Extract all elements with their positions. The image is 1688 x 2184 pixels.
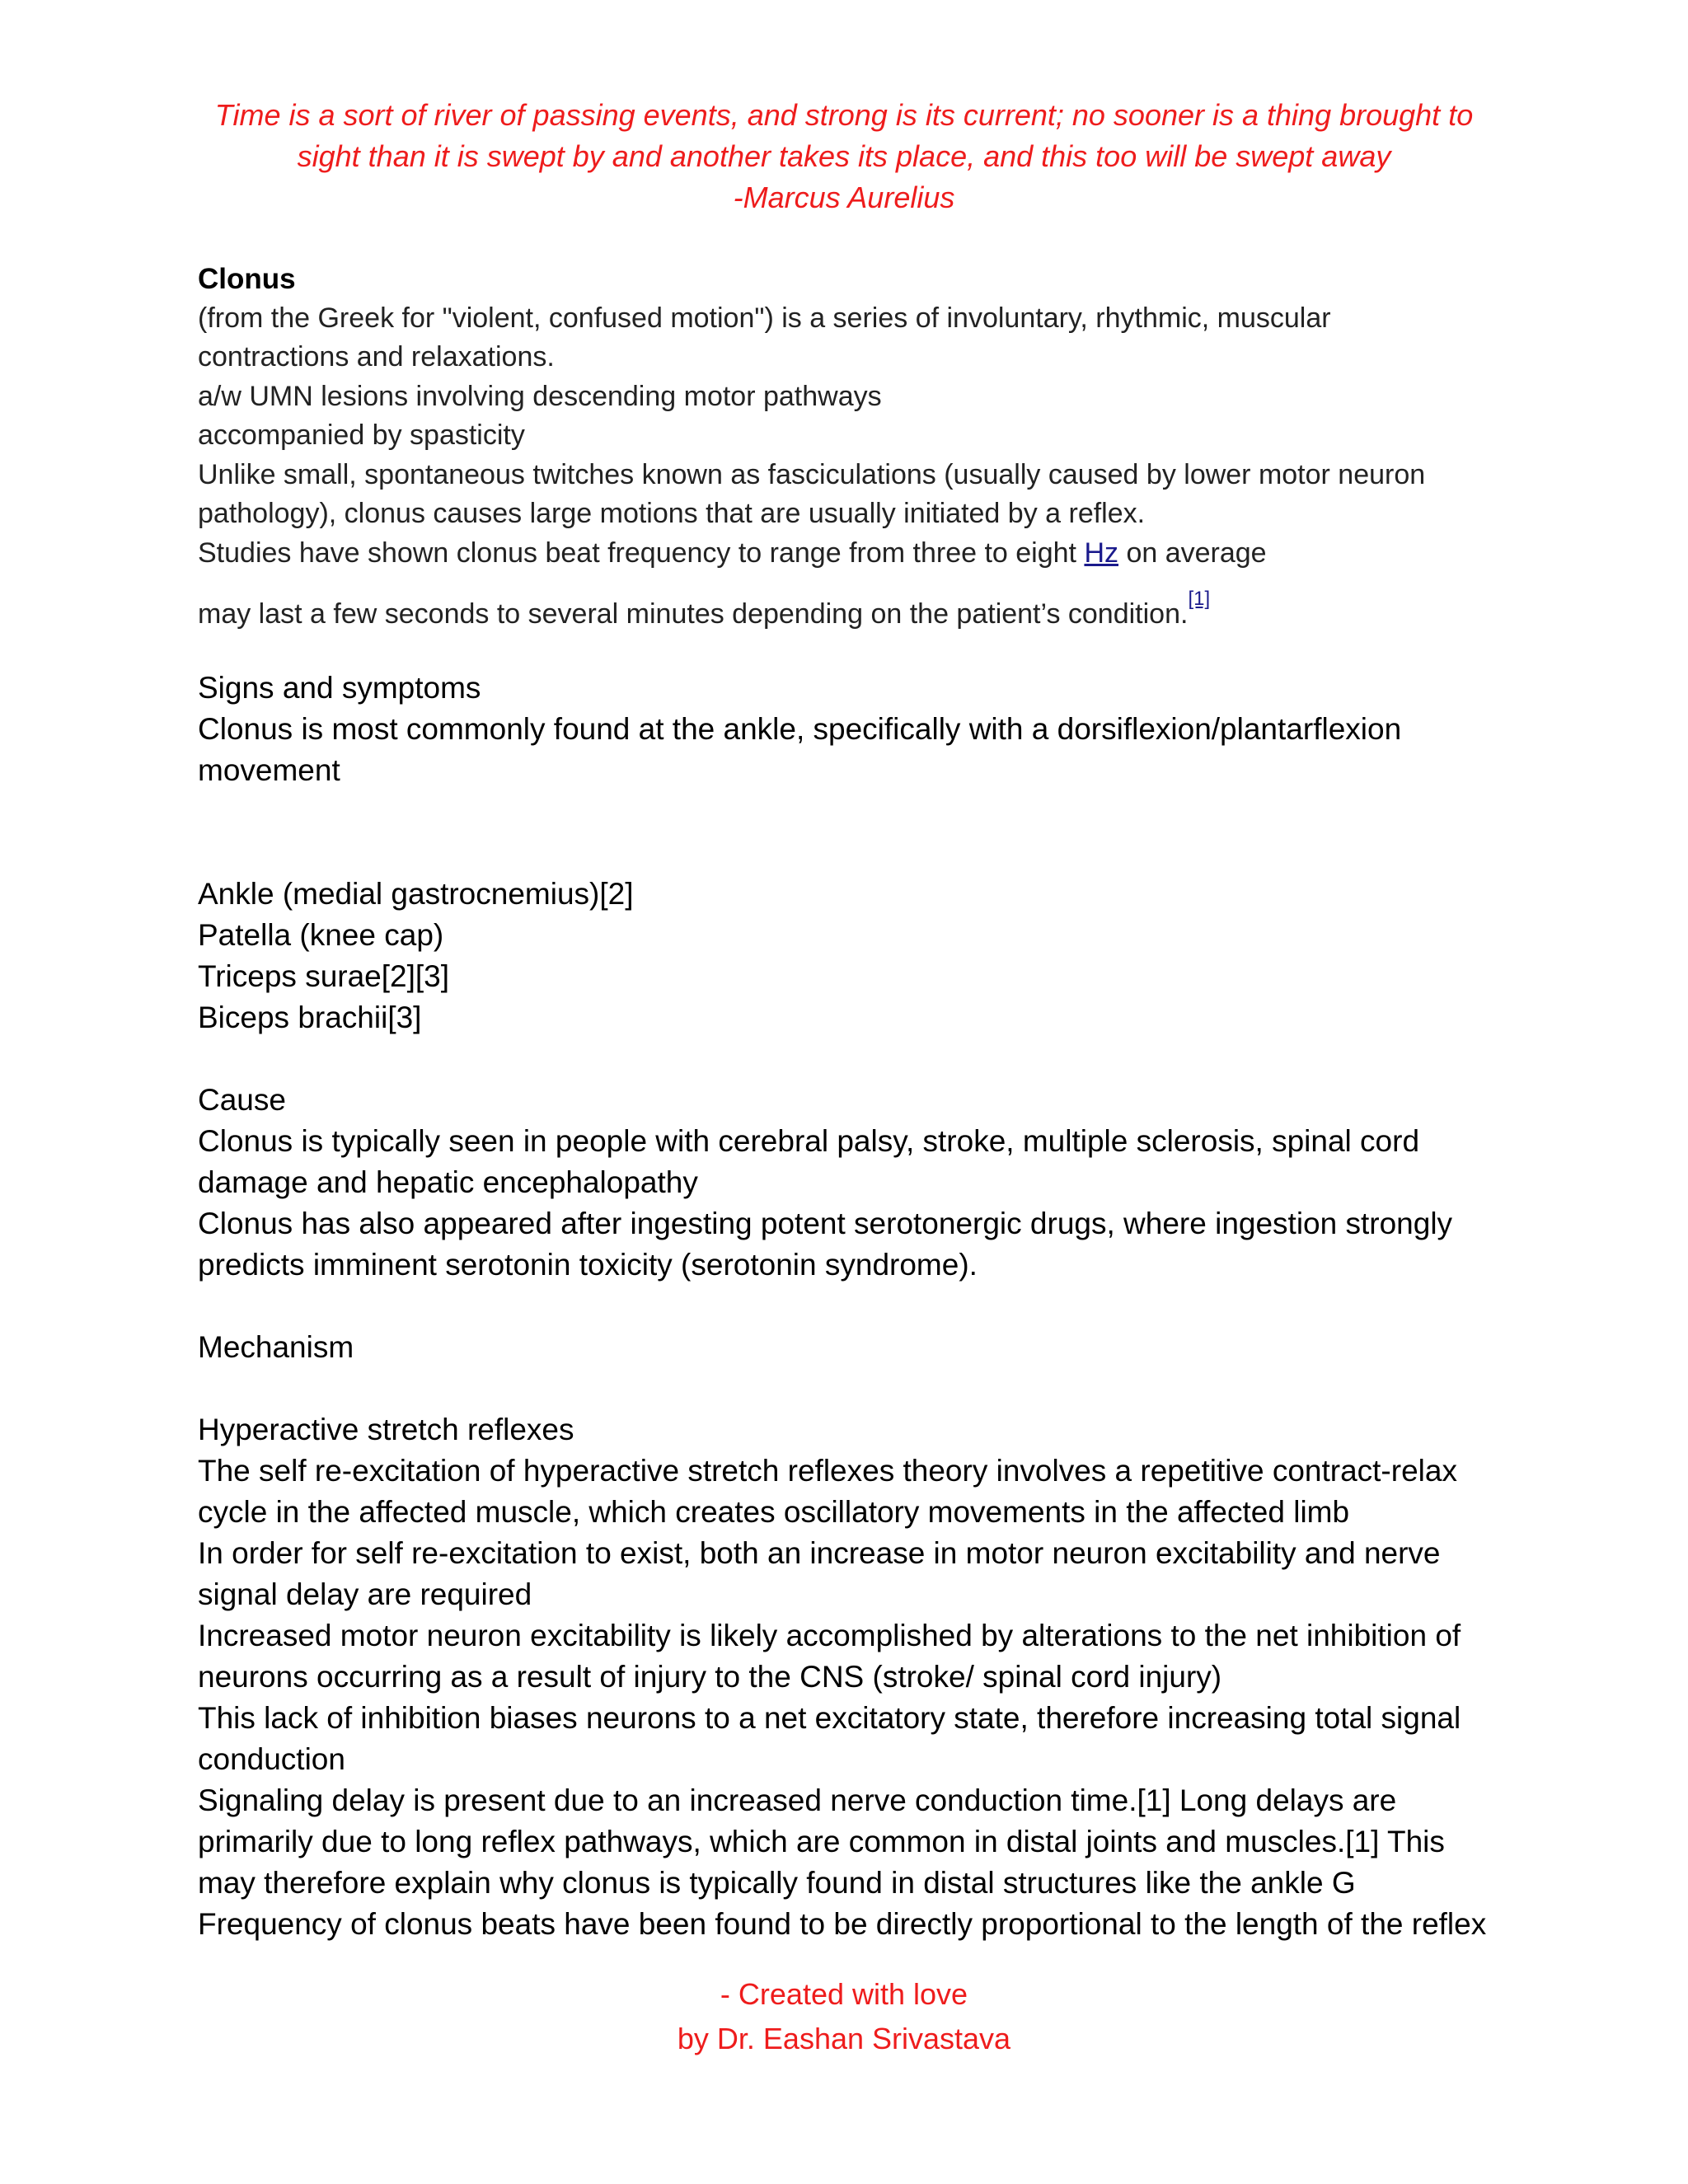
quote-line-1: Time is a sort of river of passing events, and strong is its current; no sooner is a thing brought to [214,98,1474,132]
mechanism-subheading: Hyperactive stretch reflexes [198,1413,574,1446]
footer-line-1: - Created with love [720,1977,968,2011]
mechanism-line: cycle in the affected muscle, which creates oscillatory movements in the affected limb [198,1495,1350,1529]
mechanism-line: primarily due to long reflex pathways, which are common in distal joints and muscles.[1] This [198,1825,1445,1858]
signs-heading: Signs and symptoms [198,671,481,705]
clonus-paragraph-line: (from the Greek for "violent, confused motion") is a series of involuntary, rhythmic, muscular [198,302,1331,334]
mechanism-line: In order for self re-excitation to exist, both an increase in motor neuron excitability and nerve [198,1536,1441,1570]
frequency-text-end: on average [1118,537,1267,569]
clonus-section [198,260,1517,635]
footer-credit [165,1972,1523,2061]
mechanism-line: This lack of inhibition biases neurons to a net excitatory state, therefore increasing total signal [198,1701,1461,1735]
reference-link-1[interactable]: [1] [1188,588,1211,610]
mechanism-line: The self re-excitation of hyperactive stretch reflexes theory involves a repetitive contract-relax [198,1454,1457,1488]
mechanism-line: neurons occurring as a result of injury to the CNS (stroke/ spinal cord injury) [198,1660,1222,1694]
clonus-paragraph-line: Unlike small, spontaneous twitches known as fasciculations (usually caused by lower motor neuron [198,458,1426,490]
cause-line: predicts imminent serotonin toxicity (serotonin syndrome). [198,1248,978,1282]
clonus-duration-line [198,579,1517,635]
signs-line: movement [198,753,340,787]
quote-block [165,95,1523,218]
list-item: Triceps surae[2][3] [198,959,450,993]
mechanism-line: Signaling delay is present due to an increased nerve conduction time.[1] Long delays are [198,1783,1397,1817]
mechanism-line: Increased motor neuron excitability is likely accomplished by alterations to the net inhibition of [198,1619,1461,1652]
clonus-title: Clonus [198,263,296,295]
quote-line-2: sight than it is swept by and another takes its place, and this too will be swept away [297,139,1391,173]
frequency-text: Studies have shown clonus beat frequency to range from three to eight [198,537,1085,569]
cause-line: damage and hepatic encephalopathy [198,1165,698,1199]
clonus-paragraph-line: contractions and relaxations. [198,341,555,373]
signs-line: Clonus is most commonly found at the ankle, specifically with a dorsiflexion/plantarflexion [198,712,1402,746]
signs-section [198,668,1517,1945]
footer-line-2: by Dr. Eashan Srivastava [677,2022,1011,2055]
list-item: Patella (knee cap) [198,918,444,952]
mechanism-line: Frequency of clonus beats have been found to be directly proportional to the length of the reflex [198,1907,1487,1941]
mechanism-line: conduction [198,1742,345,1776]
list-item: Ankle (medial gastrocnemius)[2] [198,877,634,911]
clonus-paragraph-line: accompanied by spasticity [198,419,525,451]
clonus-paragraph-line: pathology), clonus causes large motions that are usually initiated by a reflex. [198,498,1146,529]
list-item: Biceps brachii[3] [198,1001,422,1034]
mechanism-line: may therefore explain why clonus is typically found in distal structures like the ankle G [198,1866,1356,1900]
quote-author: -Marcus Aurelius [733,180,955,214]
clonus-frequency-line [198,534,1517,574]
clonus-paragraph-line: a/w UMN lesions involving descending motor pathways [198,380,882,412]
mechanism-heading: Mechanism [198,1330,354,1364]
hz-link[interactable]: Hz [1084,537,1118,569]
mechanism-line: signal delay are required [198,1577,532,1611]
cause-line: Clonus is typically seen in people with cerebral palsy, stroke, multiple sclerosis, spinal cord [198,1124,1420,1158]
duration-text: may last a few seconds to several minutes depending on the patient’s condition. [198,598,1189,630]
cause-heading: Cause [198,1083,286,1117]
cause-line: Clonus has also appeared after ingesting potent serotonergic drugs, where ingestion strongly [198,1207,1453,1240]
